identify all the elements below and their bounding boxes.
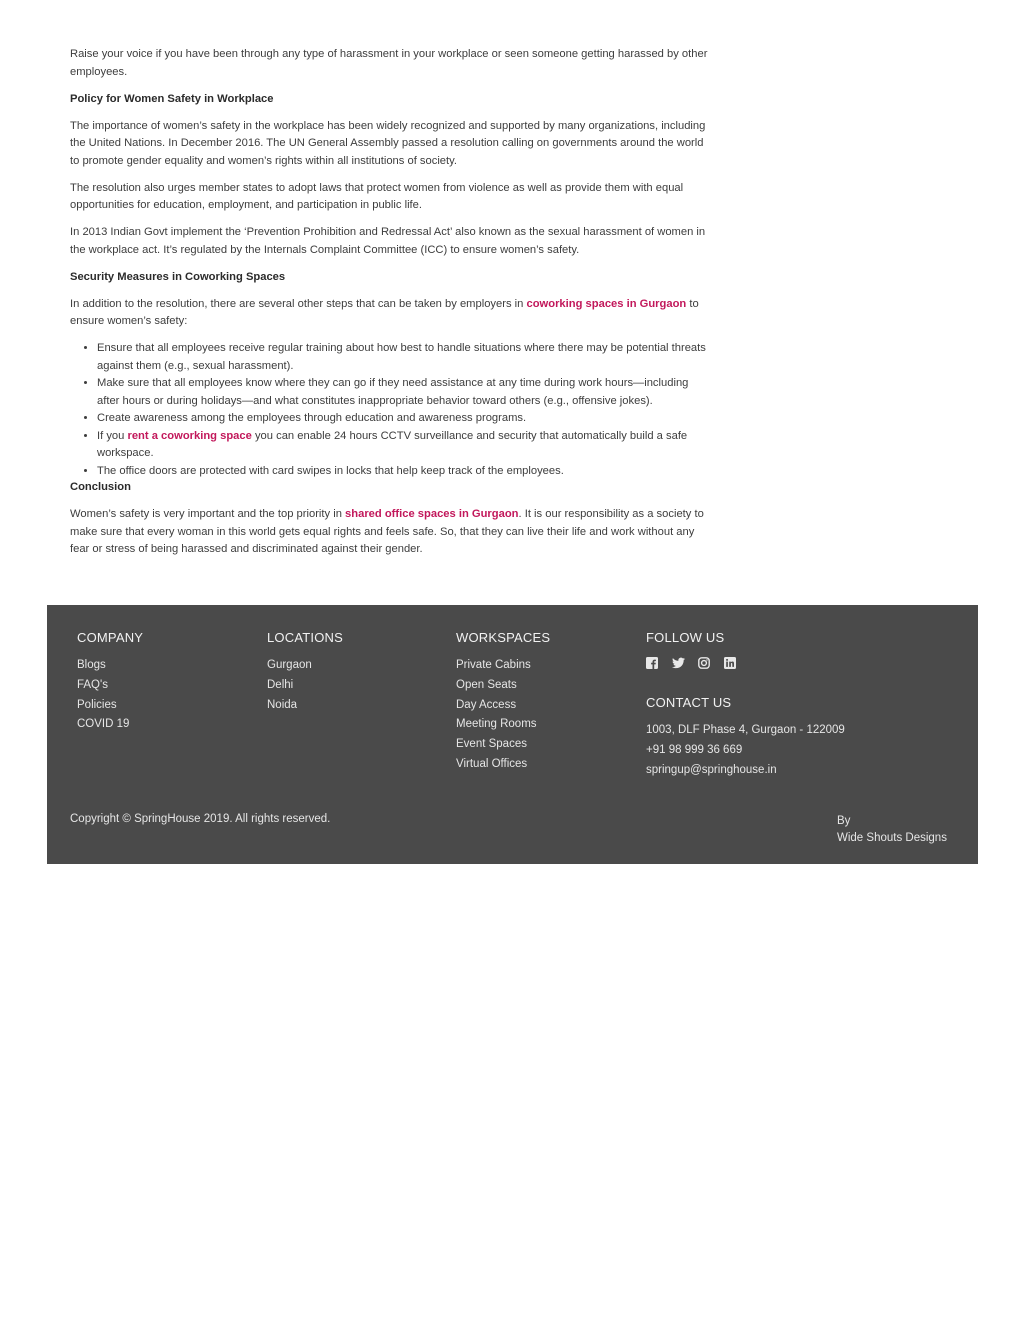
article-body <box>70 46 710 568</box>
list-item: • Ensure that all employees receive regular training about how best to handle situations where there may be potential threats against them (e.g., sexual harassment). <box>97 340 710 375</box>
paragraph-intro: Raise your voice if you have been through any type of harassment in your workplace or seen someone getting harassed by other employees. <box>70 48 708 78</box>
footer-link-covid19[interactable]: COVID 19 <box>77 718 130 731</box>
paragraph-member-states: The resolution also urges member states to adopt laws that protect women from violence as well as provide them with equal opportunities for education, employment, and participation in public life. <box>70 181 684 211</box>
safety-steps-list <box>70 340 710 480</box>
footer-link-noida[interactable]: Noida <box>267 698 298 711</box>
link-shared-office-spaces-gurgaon[interactable]: shared office spaces in Gurgaon <box>345 508 519 520</box>
footer-follow-column <box>646 629 845 780</box>
list-item <box>97 428 710 463</box>
footer-link-faqs[interactable]: FAQ's <box>77 678 108 691</box>
footer-locations-heading: LOCATIONS <box>267 630 343 645</box>
credit-designer-link[interactable]: Wide Shouts Designs <box>837 832 947 844</box>
link-coworking-spaces-gurgaon[interactable]: coworking spaces in Gurgaon <box>526 297 687 310</box>
footer-follow-heading: FOLLOW US <box>646 630 725 645</box>
steps-text-after: to ensure women’s safety: <box>70 297 699 327</box>
linkedin-icon[interactable] <box>724 657 738 671</box>
paragraph-conclusion <box>70 506 710 559</box>
footer-company-column <box>77 629 143 735</box>
cctv-text-before: If you <box>97 429 128 442</box>
facebook-icon[interactable] <box>646 657 660 671</box>
paragraph-indian-act: In 2013 Indian Govt implement the ‘Prevention Prohibition and Redressal Act’ also known as the sexual harassment of women in the workplace act. It’s regulated by the Internals Complaint Committee (ICC) to ensure women’s safety. <box>70 226 706 256</box>
instagram-icon[interactable] <box>698 657 712 671</box>
footer-link-gurgaon[interactable]: Gurgaon <box>267 659 312 671</box>
footer-link-event-spaces[interactable]: Event Spaces <box>456 738 527 751</box>
footer-link-day-access[interactable]: Day Access <box>456 698 517 711</box>
footer-link-meeting-rooms[interactable]: Meeting Rooms <box>456 718 537 731</box>
steps-text-before: In addition to the resolution, there are several other steps that can be taken by employers in <box>70 297 527 310</box>
list-item: • Create awareness among the employees through education and awareness programs. <box>97 410 710 428</box>
cctv-text-after: you can enable 24 hours CCTV surveillance and security that automatically build a safe workspace. <box>97 429 688 459</box>
credit-by-label: By <box>837 815 851 827</box>
link-rent-coworking-space[interactable]: rent a coworking space <box>127 429 252 442</box>
conclusion-text-after: . It is our responsibility as a society to make sure that every woman in this world gets equal rights and feels safe. So, that they can live their life and work without any fear or stress of being harassed and discriminated against their gender. <box>70 508 704 555</box>
footer-workspaces-column <box>456 629 550 775</box>
footer-company-heading: COMPANY <box>77 630 144 645</box>
heading-conclusion: Conclusion <box>70 481 131 493</box>
paragraph-steps <box>70 296 710 331</box>
list-item: • The office doors are protected with card swipes in locks that help keep track of the employees. <box>97 463 710 481</box>
footer-contact-heading: CONTACT US <box>646 695 732 710</box>
contact-phone[interactable]: +91 98 999 36 669 <box>646 743 743 756</box>
designer-credit <box>837 813 947 847</box>
heading-security: Security Measures in Coworking Spaces <box>70 270 286 283</box>
paragraph-un-resolution: The importance of women’s safety in the workplace has been widely recognized and supported by many organizations, including the United Nations. In December 2016. The UN General Assembly passed a resolution calling on governments around the world to promote gender equality and women’s rights within all institutions of society. <box>70 119 706 167</box>
footer-link-open-seats[interactable]: Open Seats <box>456 678 517 691</box>
copyright-text: Copyright © SpringHouse 2019. All rights reserved. <box>70 813 331 825</box>
twitter-icon[interactable] <box>672 657 686 671</box>
footer-link-private-cabins[interactable]: Private Cabins <box>456 659 531 671</box>
footer-workspaces-heading: WORKSPACES <box>456 630 551 645</box>
contact-email[interactable]: springup@springhouse.in <box>646 763 777 776</box>
footer-link-policies[interactable]: Policies <box>77 698 117 711</box>
footer-locations-column <box>267 629 343 715</box>
conclusion-text-before: Women’s safety is very important and the top priority in <box>70 508 346 520</box>
site-footer <box>47 605 978 864</box>
footer-link-delhi[interactable]: Delhi <box>267 678 294 691</box>
list-item: • Make sure that all employees know where they can go if they need assistance at any time during work hours—including after hours or during holidays—and what constitutes inappropriate behavior toward others (e.g., offensive jokes). <box>97 375 710 410</box>
footer-link-blogs[interactable]: Blogs <box>77 659 106 671</box>
heading-policy: Policy for Women Safety in Workplace <box>70 92 274 105</box>
footer-link-virtual-offices[interactable]: Virtual Offices <box>456 757 528 770</box>
contact-address: 1003, DLF Phase 4, Gurgaon - 122009 <box>646 724 845 736</box>
social-icons <box>646 656 845 672</box>
